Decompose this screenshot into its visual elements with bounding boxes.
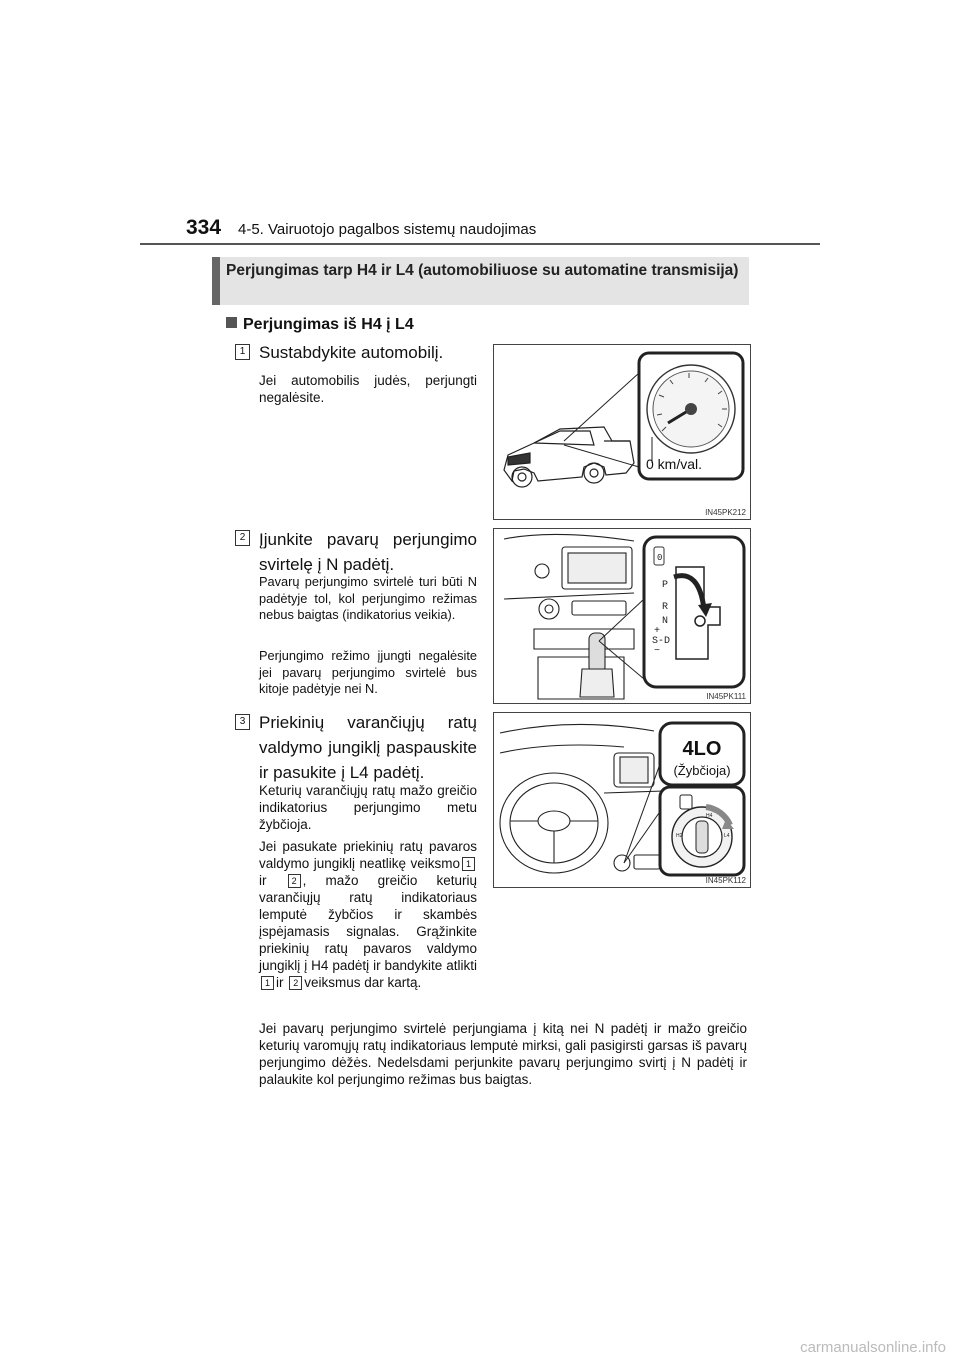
step-3-note-2-part-b: ir [259,873,267,888]
gear-label-plus: + [654,626,661,637]
watermark: carmanualsonline.info [800,1339,946,1356]
step-3-note-2-part-a: Jei pasukate priekinių ratų pavaros valdymo jungiklį neatlikę veiksmo [259,839,477,871]
speedometer-illustration [494,345,750,519]
step-3-note-2 [259,838,477,991]
subheading-text: Perjungimas iš H4 į L4 [243,316,414,333]
indicator-blink-label: (Žybčioja) [673,763,731,778]
figure-code: IN45PK111 [706,692,746,701]
step-3-note-2-part-c: , mažo greičio keturių varančiųjų ratų indikatoriaus lemputė žybčios ir skambės įspėjamasis signalas. Grąžinkite priekinių ratų pavaros valdymo jungiklį į H4 padėtį ir bandykite atlikti [259,873,477,973]
square-bullet-icon [226,317,237,328]
step-3-note-2-part-d: ir [276,975,284,990]
svg-text:0: 0 [657,553,663,563]
figure-speedometer [493,344,751,520]
topic-banner-accent [212,257,220,305]
figure-code: IN45PK112 [705,876,746,885]
page-number: 334 [186,216,222,239]
step-number-1: 1 [235,344,250,360]
step-ref-1: 1 [462,857,475,871]
topic-title: Perjungimas tarp H4 ir L4 (automobiliuose su automatine transmisija) [226,262,739,279]
step-number-2: 2 [235,530,250,546]
dial-label-h2: H2 [676,833,683,839]
step-ref-2: 2 [289,976,302,990]
figure-gear-lever [493,528,751,704]
step-2-title: Įjunkite pavarų perjungimo svirtelę į N padėtį. [259,530,477,574]
warning-paragraph: Jei pavarų perjungimo svirtelė perjungiama į kitą nei N padėtį ir mažo greičio keturių varomųjų ratų indikatoriaus lemputė mirksi, gali pasigirsti garsas iš pavarų perjungimo dėžės. Nedelsdami perjunkite pavarų perjungimo svirtį į N padėtį ir palaukite kol perjungimo režimas bus baigtas. [259,1021,747,1087]
step-number-3: 3 [235,714,250,730]
gear-label-minus: − [654,646,661,657]
step-2-note-1: Pavarų perjungimo svirtelė turi būti N padėtyje tol, kol perjungimo režimas nebus baigtas (indikatorius veikia). [259,574,477,622]
section-title: 4-5. Vairuotojo pagalbos sistemų naudojimas [238,221,537,238]
speed-label: 0 km/val. [646,456,703,472]
step-2-note-2: Perjungimo režimo įjungti negalėsite jei pavarų perjungimo svirtelė bus kitoje padėtyje nei N. [259,648,477,696]
gear-lever-illustration [494,529,750,703]
step-3-note-1: Keturių varančiųjų ratų mažo greičio indikatorius perjungimo metu žybčioja. [259,783,477,832]
subheading [226,316,414,334]
step-ref-2: 2 [288,874,301,888]
gear-label-p: P [662,580,669,591]
dial-label-h4: H4 [706,813,713,819]
figure-transfer-switch [493,712,751,888]
gear-label-sd: S-D [652,636,671,647]
figure-code: IN45PK212 [705,508,746,517]
dial-label-l4: L4 [724,833,730,839]
step-1-title: Sustabdykite automobilį. [259,343,444,362]
gear-label-r: R [662,602,669,613]
step-1-note: Jei automobilis judės, perjungti negalėsite. [259,373,477,405]
step-ref-1: 1 [261,976,274,990]
transfer-switch-illustration [494,713,750,887]
gear-label-n: N [662,616,669,627]
header-rule [140,243,820,245]
step-3-note-2-part-e: veiksmus dar kartą. [304,975,422,990]
step-3-title: Priekinių varančiųjų ratų valdymo jungiklį paspauskite ir pasukite į L4 padėtį. [259,713,477,782]
indicator-label: 4LO [682,738,722,760]
